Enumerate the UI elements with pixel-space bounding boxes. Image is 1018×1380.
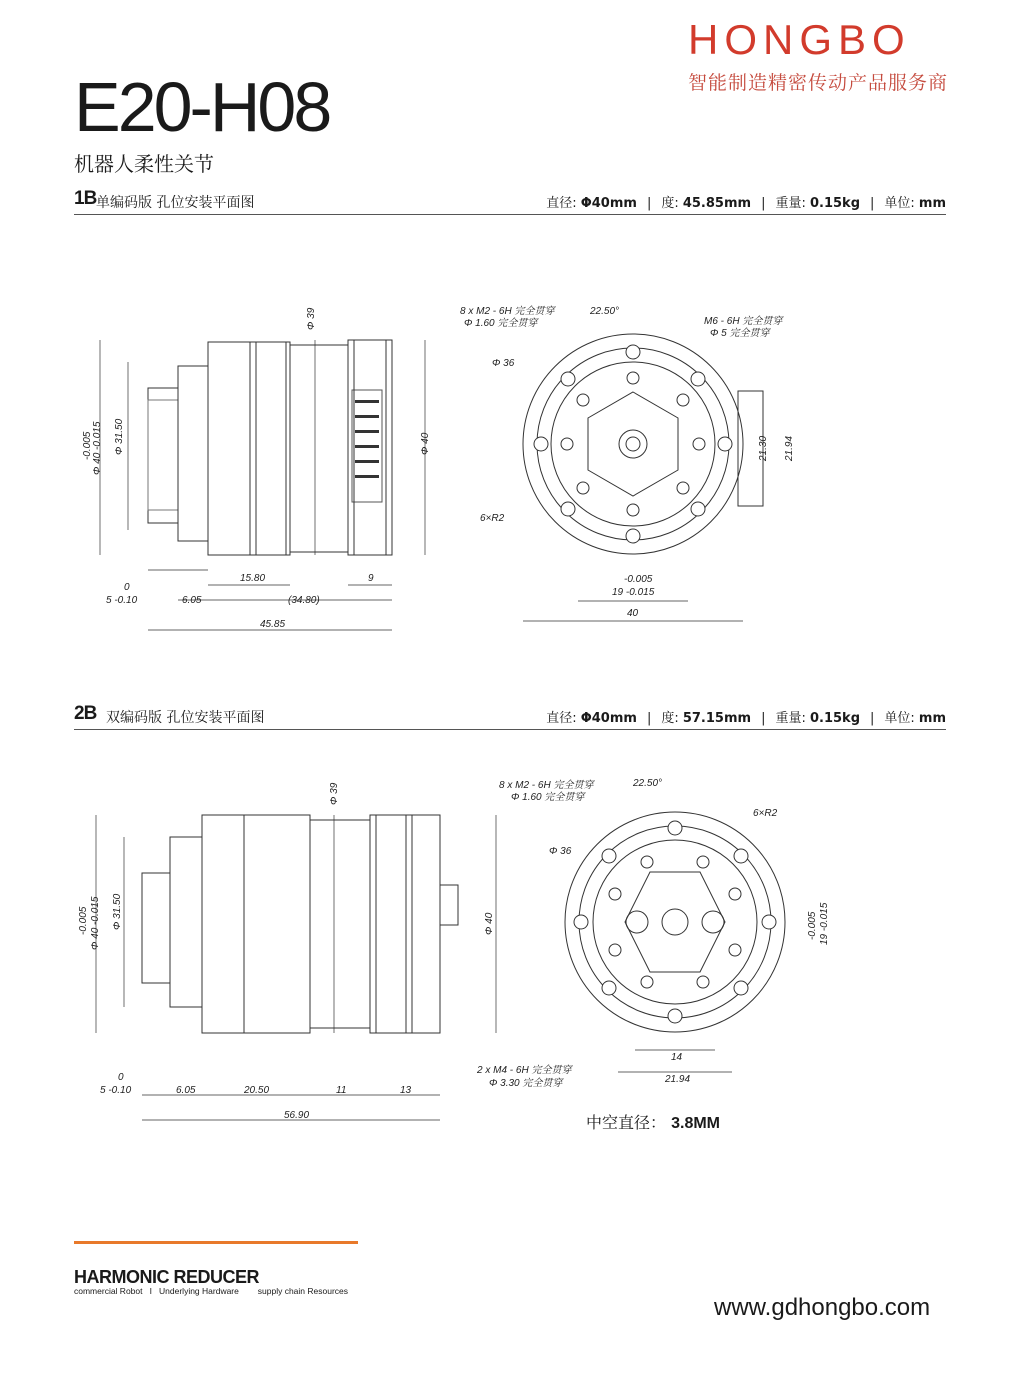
section-code: 1B xyxy=(74,188,97,209)
svg-text:20.50: 20.50 xyxy=(244,1085,270,1096)
svg-text:45.85: 45.85 xyxy=(260,619,286,630)
hollow-value: 3.8MM xyxy=(671,1115,721,1132)
section-2b-header xyxy=(74,703,946,730)
footer-title: HARMONIC REDUCER xyxy=(74,1267,259,1287)
svg-text:0: 0 xyxy=(118,1072,124,1083)
section-title: 双编码版 孔位安装平面图 xyxy=(106,710,265,726)
svg-text:-0.005: -0.005 xyxy=(78,906,89,935)
svg-text:Φ 36: Φ 36 xyxy=(492,358,515,369)
section-1b-side-view xyxy=(60,300,460,640)
svg-text:Φ 40: Φ 40 xyxy=(420,432,431,455)
svg-text:Φ 40 -0.015: Φ 40 -0.015 xyxy=(90,896,101,950)
svg-text:Φ 36: Φ 36 xyxy=(549,846,572,857)
model-subtitle: 机器人柔性关节 xyxy=(74,152,214,176)
svg-text:Φ 3.30 完全贯穿: Φ 3.30 完全贯穿 xyxy=(489,1078,563,1089)
svg-text:Φ 1.60 完全贯穿: Φ 1.60 完全贯穿 xyxy=(511,792,585,803)
svg-text:6×R2: 6×R2 xyxy=(480,513,505,524)
footer-tagline: commercial Robot I Underlying Hardware supply chain Resources xyxy=(74,1286,349,1296)
website-link[interactable]: www.gdhongbo.com xyxy=(714,1294,931,1321)
section-title: 单编码版 孔位安装平面图 xyxy=(96,195,255,211)
svg-text:9: 9 xyxy=(368,573,374,584)
svg-text:19 -0.015: 19 -0.015 xyxy=(612,587,655,598)
svg-text:22.50°: 22.50° xyxy=(590,306,620,317)
spec-line: 直径: Φ40mm | 度: 45.85mm | 重量: 0.15kg | 单位: mm xyxy=(546,196,946,211)
svg-text:Φ 5 完全贯穿: Φ 5 完全贯穿 xyxy=(710,328,770,339)
svg-text:5 -0.10: 5 -0.10 xyxy=(100,1085,132,1096)
svg-text:13: 13 xyxy=(400,1085,412,1096)
svg-text:21.94: 21.94 xyxy=(665,1074,691,1085)
hollow-diameter xyxy=(586,1110,720,1133)
svg-text:19 -0.015: 19 -0.015 xyxy=(819,902,830,945)
svg-text:21.30: 21.30 xyxy=(758,435,769,461)
svg-text:21.94: 21.94 xyxy=(784,435,795,461)
svg-text:56.90: 56.90 xyxy=(284,1110,310,1121)
svg-text:15.80: 15.80 xyxy=(240,573,266,584)
svg-text:Φ 39: Φ 39 xyxy=(306,307,317,330)
svg-text:40: 40 xyxy=(627,608,639,619)
svg-text:5 -0.10: 5 -0.10 xyxy=(106,595,138,606)
svg-text:8 x M2 - 6H 完全贯穿: 8 x M2 - 6H 完全贯穿 xyxy=(499,780,594,791)
svg-text:-0.005: -0.005 xyxy=(624,574,653,585)
svg-text:-0.005: -0.005 xyxy=(807,911,818,940)
section-2b-side-view xyxy=(60,775,510,1130)
svg-text:-0.005: -0.005 xyxy=(82,431,93,460)
svg-text:6×R2: 6×R2 xyxy=(753,808,778,819)
svg-text:14: 14 xyxy=(671,1052,683,1063)
brand-tagline: 智能制造精密传动产品服务商 xyxy=(688,72,949,94)
svg-text:Φ 31.50: Φ 31.50 xyxy=(114,418,125,455)
hongbo-logo xyxy=(688,16,988,63)
svg-text:Φ 40: Φ 40 xyxy=(484,912,495,935)
svg-text:11: 11 xyxy=(336,1085,347,1096)
svg-text:Φ 31.50: Φ 31.50 xyxy=(112,893,123,930)
svg-text:(34.80): (34.80) xyxy=(288,595,320,606)
spec-line: 直径: Φ40mm | 度: 57.15mm | 重量: 0.15kg | 单位: mm xyxy=(546,711,946,726)
svg-text:22.50°: 22.50° xyxy=(633,778,663,789)
svg-text:6.05: 6.05 xyxy=(182,595,202,606)
model-title: E20-H08 xyxy=(74,68,330,146)
svg-text:2 x M4 - 6H 完全贯穿: 2 x M4 - 6H 完全贯穿 xyxy=(477,1065,572,1076)
svg-text:8 x M2 - 6H 完全贯穿: 8 x M2 - 6H 完全贯穿 xyxy=(460,306,555,317)
section-2b-front-view xyxy=(475,770,845,1090)
hollow-label: 中空直径： xyxy=(586,1113,667,1132)
section-code: 2B xyxy=(74,703,97,724)
svg-text:HONGBO: HONGBO xyxy=(688,16,911,63)
section-1b-header xyxy=(74,188,946,215)
section-1b-front-view xyxy=(460,296,810,626)
footer-accent-bar xyxy=(74,1241,358,1244)
svg-text:Φ 1.60 完全贯穿: Φ 1.60 完全贯穿 xyxy=(464,318,538,329)
svg-text:M6 - 6H 完全贯穿: M6 - 6H 完全贯穿 xyxy=(704,316,783,327)
svg-text:0: 0 xyxy=(124,582,130,593)
svg-text:Φ 39: Φ 39 xyxy=(329,782,340,805)
svg-text:Φ 40 -0.015: Φ 40 -0.015 xyxy=(92,421,103,475)
svg-text:6.05: 6.05 xyxy=(176,1085,196,1096)
